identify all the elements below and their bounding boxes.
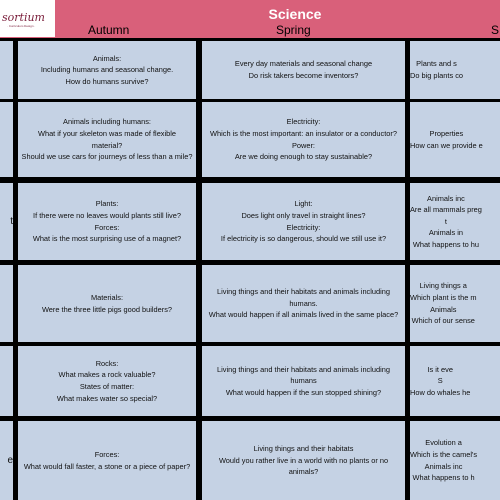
cell-autumn bbox=[18, 41, 196, 99]
cell-line: What if your skeleton was made of flexible bbox=[37, 128, 177, 138]
logo bbox=[0, 0, 55, 37]
cell-line: Electricity: bbox=[286, 222, 321, 232]
cell-line: What makes a rock valuable? bbox=[58, 370, 156, 380]
cell-summer bbox=[410, 183, 500, 260]
cell-line: Which is the most important: an insulator or a conductor? bbox=[210, 128, 397, 138]
cell-line: Animals inc bbox=[427, 193, 465, 203]
cell-autumn bbox=[18, 346, 196, 416]
cell-text bbox=[410, 437, 477, 483]
row-label-text: t bbox=[10, 215, 13, 227]
cell-text bbox=[57, 358, 157, 404]
cell-line: Forces: bbox=[94, 449, 120, 459]
cell-summer bbox=[410, 102, 500, 177]
cell-line: States of matter: bbox=[79, 382, 135, 391]
cell-summer bbox=[410, 265, 500, 342]
page-title: Science bbox=[268, 6, 322, 22]
cell-line: How do humans survive? bbox=[65, 76, 149, 86]
cell-line: Animals bbox=[430, 304, 457, 314]
cell-line: Were the three little pigs good builders? bbox=[41, 304, 173, 314]
cell-text bbox=[22, 116, 193, 162]
cell-text bbox=[235, 58, 372, 81]
cell-summer bbox=[410, 346, 500, 416]
cell-text bbox=[24, 449, 190, 472]
cell-summer bbox=[410, 41, 500, 99]
cell-spring bbox=[202, 421, 405, 500]
cell-line: Do risk takers become inventors? bbox=[248, 71, 359, 80]
cell-line: humans. bbox=[289, 298, 318, 308]
cell-line: Are all mammals preg bbox=[410, 205, 482, 215]
cell-line: Electricity: bbox=[286, 117, 321, 127]
cell-line: Animals: bbox=[92, 53, 122, 63]
cell-spring bbox=[202, 102, 405, 177]
cell-line: Forces: bbox=[94, 222, 120, 232]
cell-line: Evolution a bbox=[425, 438, 462, 448]
column-header-spring: Spring bbox=[276, 23, 311, 37]
cell-line: If electricity is so dangerous, should we still use it? bbox=[220, 234, 387, 244]
cell-line: Properties bbox=[429, 128, 464, 138]
cell-text bbox=[217, 364, 390, 399]
cell-line: t bbox=[444, 216, 447, 226]
cell-line: Which is the camel's bbox=[410, 449, 478, 459]
cell-text bbox=[209, 286, 398, 321]
cell-text bbox=[410, 128, 483, 151]
row-label bbox=[0, 183, 13, 260]
cell-line: Living things and their habitats and animals including bbox=[217, 287, 390, 297]
cell-line: What would fall faster, a stone or a piece of paper? bbox=[23, 461, 191, 471]
cell-text bbox=[410, 193, 482, 251]
cell-line: Materials: bbox=[90, 292, 124, 302]
cell-line: Does light only travel in straight lines? bbox=[241, 210, 366, 220]
cell-line: What makes water so special? bbox=[56, 393, 158, 403]
cell-line: What would happen if all animals lived in the same place? bbox=[208, 310, 399, 320]
cell-spring bbox=[202, 41, 405, 99]
cell-line: Plants: bbox=[95, 199, 119, 209]
cell-line: Living things and their habitats bbox=[253, 444, 354, 454]
cell-line: Should we use cars for journeys of less than a mile? bbox=[21, 152, 193, 162]
cell-line: Are we doing enough to stay sustainable? bbox=[234, 152, 373, 162]
cell-text bbox=[221, 198, 386, 244]
cell-line: Which of our sense bbox=[411, 316, 475, 326]
cell-autumn bbox=[18, 265, 196, 342]
cell-line: If there were no leaves would plants still live? bbox=[33, 210, 181, 220]
cell-line: S bbox=[437, 376, 443, 386]
cell-line: Every day materials and seasonal change bbox=[234, 59, 373, 69]
cell-line: How can we provide e bbox=[410, 140, 483, 150]
row-label bbox=[0, 41, 13, 99]
cell-text bbox=[410, 280, 477, 326]
logo-tagline: · Curriculum Design · bbox=[7, 24, 36, 28]
cell-line: Plants and s bbox=[416, 59, 457, 69]
cell-line: What happens to hu bbox=[412, 239, 480, 249]
cell-line: Light: bbox=[294, 199, 313, 209]
cell-text bbox=[41, 53, 173, 88]
header-bar bbox=[0, 0, 500, 38]
cell-text bbox=[410, 58, 463, 81]
cell-text bbox=[410, 364, 470, 399]
cell-line: Including humans and seasonal change. bbox=[40, 65, 174, 75]
cell-spring bbox=[202, 183, 405, 260]
cell-line: Living things a bbox=[419, 281, 467, 291]
cell-text bbox=[219, 443, 388, 478]
cell-line: Animals in bbox=[428, 228, 463, 238]
cell-line: What would happen if the sun stopped shining? bbox=[225, 387, 382, 397]
column-header-summer: S bbox=[491, 23, 500, 37]
cell-line: Power: bbox=[291, 140, 315, 150]
cell-spring bbox=[202, 346, 405, 416]
row-label bbox=[0, 265, 13, 342]
cell-line: Animals inc bbox=[424, 461, 463, 471]
cell-line: Is it eve bbox=[427, 364, 453, 374]
logo-text: sortium bbox=[2, 11, 45, 24]
cell-line: Living things and their habitats and animals including bbox=[217, 364, 390, 374]
cell-line: What is the most surprising use of a magnet? bbox=[32, 234, 182, 244]
cell-line: animals? bbox=[288, 467, 319, 477]
cell-line: Rocks: bbox=[95, 358, 119, 368]
row-label bbox=[0, 102, 13, 177]
cell-line: What happens to h bbox=[412, 473, 475, 483]
cell-line: material? bbox=[91, 140, 123, 150]
cell-line: Do big plants co bbox=[410, 71, 463, 80]
row-label bbox=[0, 421, 13, 500]
cell-line: Animals including humans: bbox=[63, 117, 151, 127]
cell-line: Which plant is the m bbox=[410, 292, 477, 302]
cell-text bbox=[210, 116, 397, 162]
cell-text bbox=[33, 198, 181, 244]
row-label bbox=[0, 346, 13, 416]
cell-text bbox=[42, 292, 172, 315]
cell-autumn bbox=[18, 183, 196, 260]
cell-line: Would you rather live in a world with no plants or no bbox=[218, 455, 389, 465]
row-label-text: e bbox=[7, 454, 13, 466]
cell-line: humans bbox=[290, 376, 317, 386]
column-header-autumn: Autumn bbox=[88, 23, 130, 37]
cell-summer bbox=[410, 421, 500, 500]
cell-autumn bbox=[18, 421, 196, 500]
cell-autumn bbox=[18, 102, 196, 177]
cell-line: How do whales he bbox=[410, 387, 471, 397]
cell-spring bbox=[202, 265, 405, 342]
